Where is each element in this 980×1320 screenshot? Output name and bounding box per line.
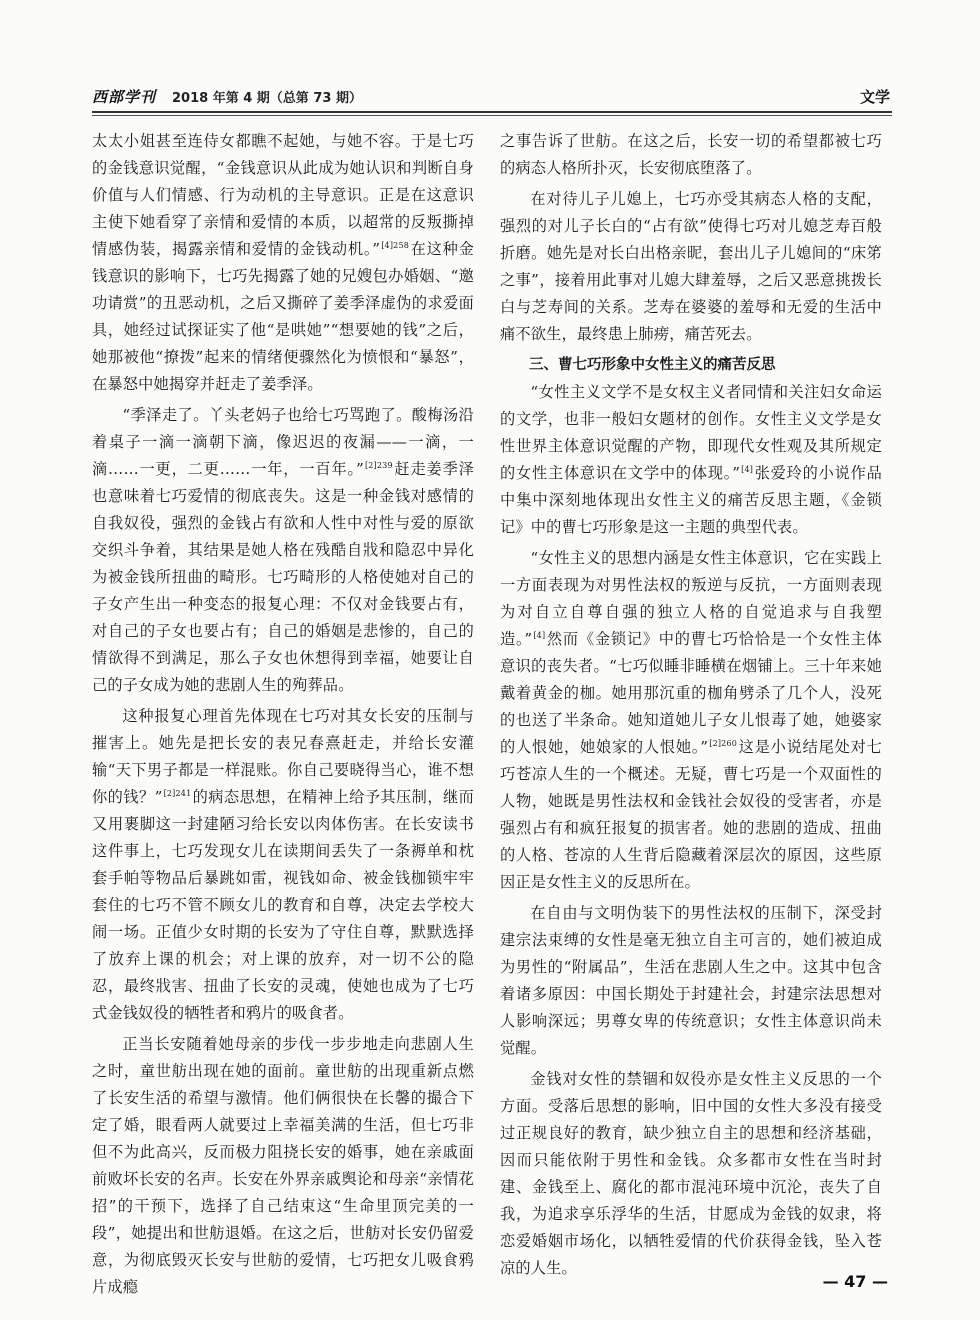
header-rule-thick [92, 111, 892, 113]
paragraph: 正当长安随着她母亲的步伐一步步地走向悲剧人生之时，童世舫出现在她的面前。童世舫的出现重新点燃了长安生活的希望与激情。他们俩很快在长馨的撮合下定了婚，眼看两人就要过上幸福美满的生活，但七巧非但不为此高兴，反而极力阻挠长安的婚事，她在亲戚面前败坏长安的名声。长安在外界亲戚舆论和母亲“亲情花招”的干预下，选择了自己结束这“生命里顶完美的一段”，她提出和世舫退婚。在这之后，世舫对长安仍留爱意，为彻底毁灭长安与世舫的爱情，七巧把女儿吸食鸦片成瘾 [92, 1035, 474, 1296]
paragraph: 金钱对女性的禁锢和奴役亦是女性主义反思的一个方面。受落后思想的影响，旧中国的女性大多没有接受过正规良好的教育，缺少独立自主的思想和经济基础，因而只能依附于男性和金钱。众多都市女性在当时封建、金钱至上、腐化的都市混沌环境中沉沦，丧失了自我，为追求享乐浮华的生活，甘愿成为金钱的奴隶，将恋爱婚姻市场化，以牺牲爱情的代价获得金钱，坠入苍凉的人生。 [500, 1070, 882, 1277]
section-label: 文学 [859, 88, 890, 106]
header-rule-thin [92, 115, 892, 116]
paragraph: “女性主义文学不是女权主义者同情和关注妇女命运的文学，也非一般妇女题材的创作。女性主义文学是女性世界主体意识觉醒的产物，即现代女性观及其所规定的女性主体意识在文学中的体现。”[4]张爱玲的小说作品中集中深刻地体现出女性主义的痛苦反思主题，《金锁记》中的曹七巧形象是这一主题的典型代表。 [500, 383, 882, 536]
paragraph: 在自由与文明伪装下的男性法权的压制下，深受封建宗法束缚的女性是毫无独立自主可言的，她们被迫成为男性的“附属品”，生活在悲剧人生之中。这其中包含着诸多原因：中国长期处于封建社会，封建宗法思想对人影响深远；男尊女卑的传统意识；女性主体意识尚未觉醒。 [500, 904, 882, 1057]
right-column [500, 128, 883, 1277]
section-heading: 三、曹七巧形象中女性主义的痛苦反思 [529, 357, 776, 373]
paragraph: “季泽走了。丫头老妈子也给七巧骂跑了。酸梅汤沿着桌子一滴一滴朝下滴，像迟迟的夜漏——一滴，一滴……一更，二更……一年，一百年。”$^{[2]239}$赶走姜季泽也意味着七巧爱情的彻底丧失。这是一种金钱对感情的自我奴役，强烈的金钱占有欲和人性中对性与爱的原欲交织斗争着，其结果是她人格在残酷自戕和隐忍中异化为被金钱所扭曲的畸形。七巧畸形的人格使她对自己的子女产生出一种变态的报复心理：不仅对金钱要占有，对自己的子女也要占有；自己的婚姻是悲惨的，自己的情欲得不到满足，那么子女也休想得到幸福，她要让自己的子女成为她的悲剧人生的殉葬品。 [92, 406, 475, 694]
citation: [4] [741, 464, 754, 474]
citation: [2]260 [709, 738, 738, 748]
citation: [2]241 [163, 788, 192, 798]
citation: [2]239 [364, 460, 393, 470]
paragraph: 太太小姐甚至连侍女都瞧不起她，与她不容。于是七巧的金钱意识觉醒，“金钱意识从此成为她认识和判断自身价值与人们情感、行为动机的主导意识。正是在这意识主使下她看穿了亲情和爱情的本质，以超常的反叛撕掉情感伪装，揭露亲情和爱情的金钱动机。”$^{[4]258}$在这种金钱意识的影响下，七巧先揭露了她的兄嫂包办婚姻、“邀功请赏”的丑恶动机，之后又撕碎了姜季泽虚伪的求爱面具，她经过试探证实了他“是哄她”“想要她的钱”之后，她那被他“撩拨”起来的情绪便骤然化为愤恨和“暴怒”，在暴怒中她揭穿并赶走了姜季泽。 [92, 132, 474, 393]
page-number: — 47 — [822, 1272, 888, 1291]
paragraph: 之事告诉了世舫。在这之后，长安一切的希望都被七巧的病态人格所扑灭，长安彻底堕落了。 [500, 132, 882, 177]
left-column [92, 128, 475, 1296]
paragraph: “女性主义的思想内涵是女性主体意识，它在实践上一方面表现为对男性法权的叛逆与反抗，一方面则表现为对自立自尊自强的独立人格的自觉追求与自我塑造。”[4]然而《金锁记》中的曹七巧恰恰是一个女性主体意识的丧失者。“七巧似睡非睡横在烟铺上。三十年来她戴着黄金的枷。她用那沉重的枷角劈杀了几个人，没死的也送了半条命。她知道她儿子女儿恨毒了她，她婆家的人恨她，她娘家的人恨她。”$^{[2]260}$这是小说结尾处对七巧苍凉人生的一个概述。无疑，曹七巧是一个双面性的人物，她既是男性法权和金钱社会奴役的受害者，亦是强烈占有和疯狂报复的损害者。她的悲剧的造成、扭曲的人格、苍凉的人生背后隐藏着深层次的原因，这些原因正是女性主义的反思所在。 [500, 549, 883, 891]
issue-info: 2018 年第 4 期（总第 73 期） [172, 91, 362, 106]
paragraph: 这种报复心理首先体现在七巧对其女长安的压制与摧害上。她先是把长安的表兄春熹赶走，并给长安灌输“天下男子都是一样混账。你自己要晓得当心，谁不想你的钱？”$^{[2]241}$的病态思想，在精神上给予其压制，继而又用裹脚这一封建陋习给长安以肉体伤害。在长安读书这件事上，七巧发现女儿在读期间丢失了一条褥单和枕套手帕等物品后暴跳如雷，视钱如命、被金钱枷锁牢牢套住的七巧不管不顾女儿的教育和自尊，决定去学校大闹一场。正值少女时期的长安为了守住自尊，默默选择了放弃上课的机会；对上课的放弃，对一切不公的隐忍，最终戕害、扭曲了长安的灵魂，使她也成为了七巧式金钱奴役的牺牲者和鸦片的吸食者。 [92, 707, 475, 1022]
citation: [4]258 [381, 240, 410, 250]
citation: [4] [533, 630, 546, 640]
page-header [92, 78, 892, 114]
journal-title: 西部学刊 [92, 88, 157, 106]
paragraph: 在对待儿子儿媳上，七巧亦受其病态人格的支配，强烈的对儿子长白的“占有欲”使得七巧对儿媳芝寿百般折磨。她先是对长白出格亲昵，套出儿子儿媳间的“床笫之事”，接着用此事对儿媳大肆羞辱，之后又恶意挑拨长白与芝寿间的关系。芝寿在婆婆的羞辱和无爱的生活中痛不欲生，最终患上肺痨，痛苦死去。 [500, 190, 882, 343]
